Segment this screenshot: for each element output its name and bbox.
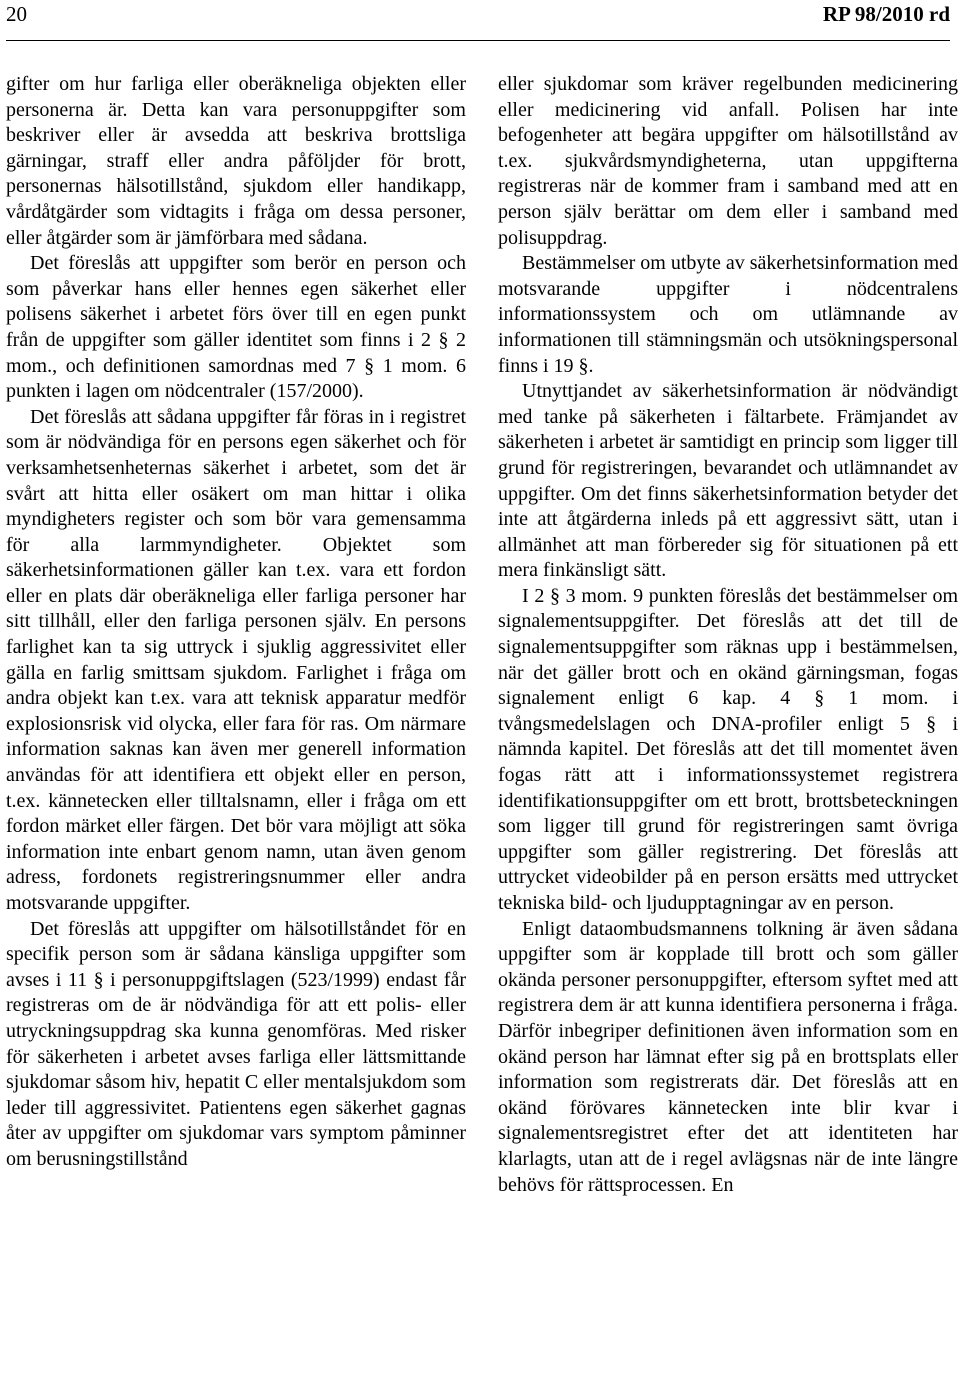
paragraph: Bestämmelser om utbyte av säkerhetsinformation med motsvarande uppgifter i nödcentralens informationssystem och om utlämnande av informationen till stämningsmän och utsökningspersonal finns i 19 §.	[498, 252, 958, 377]
page-number: 20	[6, 2, 27, 26]
paragraph: Utnyttjandet av säkerhetsinformation är nödvändigt med tanke på säkerheten i fältarbete. Främjandet av säkerheten i arbetet är samtidigt en princip som ligger till grund för registreringen, bevarandet och utlämnandet av uppgifter. Om det finns säkerhetsinformation betyder det inte att åtgärderna inleds på ett aggressivt sätt, utan i allmänhet att man förbereder sig för situationen på ett mera finkänsligt sätt.	[498, 380, 958, 582]
paragraph: Det föreslås att sådana uppgifter får föras in i registret som är nödvändiga för en persons egen säkerhet och för verksamhetsenheternas säkerhet i arbetet, som det är svårt att hitta eller osäkert om man hittar i olika myndigheters register och som bör vara gemensamma för alla larmmyndigheter. Objektet som säkerhetsinformationen gäller kan t.ex. vara ett fordon eller en plats där oberäkneliga eller farliga personer har sitt tillhåll, eller den farliga personen själv. En persons farlighet kan ta sig uttryck i sjuklig aggressivitet eller gälla en farlig smittsam sjukdom. Farlighet i fråga om andra objekt kan t.ex. vara att teknisk apparatur medför explosionsrisk vid olycka, eller fara för ras. Om närmare information saknas kan även mer generell information användas för att identifiera ett objekt eller en person, t.ex. kännetecken eller tilltalsnamn, eller i fråga om ett fordon märket eller färgen. Det bör vara möjligt att söka information inte enbart genom namn, utan även genom adress, fordonets registreringsnummer eller andra motsvarande uppgifter.	[6, 405, 466, 914]
paragraph: eller sjukdomar som kräver regelbunden medicinering eller medicinering vid anfall. Polisen har inte befogenheter att begära uppgifter om hälsotillstånd av t.ex. sjukvårdsmyndigheterna, utan uppgifterna registreras när de kommer fram i samband med att en person själv berättar om dem eller i samband med polisuppdrag.	[498, 73, 958, 249]
paragraph: gifter om hur farliga eller oberäkneliga objekten eller personerna är. Detta kan vara personuppgifter som beskriver eller är avsedda att beskriva brottsliga gärningar, straff eller andra påföljder för brott, personernas hälsotillstånd, sjukdom eller handikapp, vårdåtgärder som vidtagits i fråga om dessa personer, eller åtgärder som är jämförbara med sådana.	[6, 73, 466, 249]
paragraph: Det föreslås att uppgifter om hälsotillståndet för en specifik person som är sådana känsliga uppgifter som avses i 11 § i personuppgiftslagen (523/1999) endast får registreras om de är nödvändiga för att ett polis- eller utryckningsuppdrag ska kunna genomföras. Med risker för säkerheten i arbetet avses farliga eller lättsmittande sjukdomar såsom hiv, hepatit C eller mentalsjukdom som leder till aggressivitet. Patientens egen säkerhet gagnas åter av uppgifter om sjukdomar vars symptom påminner om berusningstillstånd	[6, 917, 466, 1170]
running-head: RP 98/2010 rd	[822, 2, 950, 26]
paragraph: I 2 § 3 mom. 9 punkten föreslås det bestämmelser om signalementsuppgifter. Det föreslås att det till de signalementsuppgifter som räknas upp i bestämmelsen, när det gäller brott och en okänd gärningsman, fogas signalement enligt 6 kap. 4 § 1 mom. i tvångsmedelslagen och DNA-profiler enligt 5 § i nämnda kapitel. Det föreslås att det till momentet även fogas rätt att i informationssystemet registrera identifikationsuppgifter om ett brott, brottsbeteckningen som ligger till grund för registreringen samt övriga uppgifter som gäller registrering. Det föreslås att uttrycket videobilder på en person ersätts med uttrycket tekniska bild- och ljudupptagningar av en person.	[498, 584, 958, 914]
left-column	[6, 72, 466, 1173]
paragraph: Det föreslås att uppgifter som berör en person och som påverkar hans eller hennes egen säkerhet eller polisens säkerhet i arbetet förs över till en egen punkt från de uppgifter som gäller identitet som finns i 2 § 2 mom., och definitionen samordnas med 7 § 1 mom. 6 punkten i lagen om nödcentraler (157/2000).	[6, 252, 466, 403]
right-column	[498, 72, 958, 1198]
page-header	[6, 0, 950, 41]
paragraph: Enligt dataombudsmannens tolkning är även sådana uppgifter som är kopplade till brott och som gäller okända personer personuppgifter, eftersom syftet med att registrera dem är att kunna identifiera personerna i fråga. Därför inbegriper definitionen även information som en okänd person har lämnat efter sig på en brottsplats eller information som registrerats där. Det föreslås att en okänd förövares kännetecken inte blir kvar i signalementsregistret efter det att identiteten har klarlagts, utan att de i regel avlägsnas när de inte längre behövs för rättsprocessen. En	[498, 917, 958, 1196]
